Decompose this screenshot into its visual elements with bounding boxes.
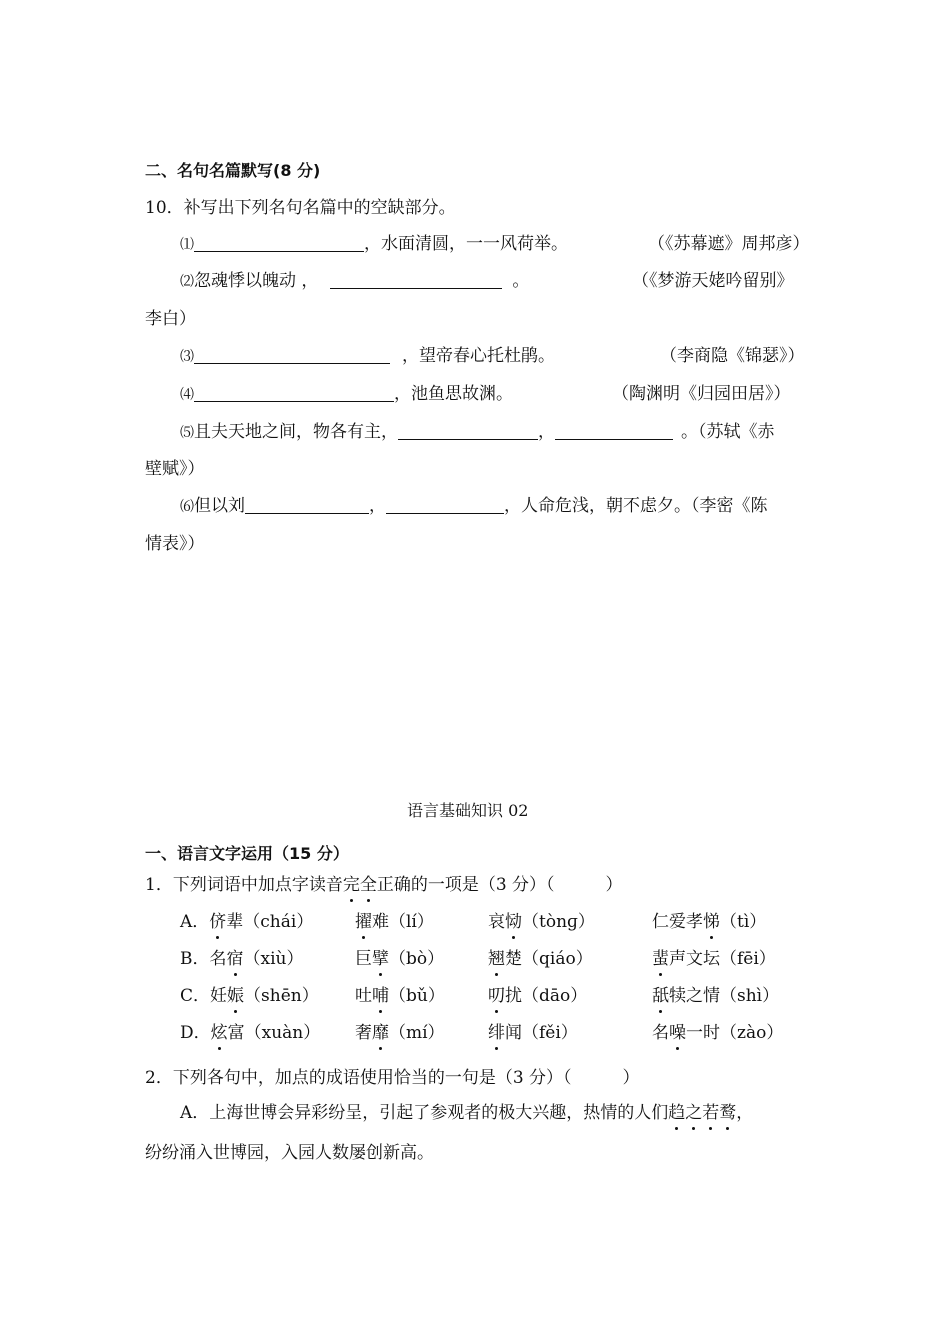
item-4: ⑷ ，池鱼思故渊。	[180, 384, 513, 404]
option-c-word2: 吐哺（bǔ）	[355, 986, 445, 1006]
answer-blank[interactable]	[386, 495, 504, 514]
item-6-source-cont: 情表》）	[145, 534, 205, 554]
question-1: 1．下列词语中加点字读音完全正确的一项是（3 分）（ ）	[145, 875, 623, 895]
option-d-word3: 绯闻（fěi）	[488, 1023, 578, 1043]
dotted-text: 完全	[342, 875, 377, 895]
item-2: ⑵忽魂悸以魄动 ， 。	[180, 271, 530, 291]
option-a: A．侪辈（chái）	[180, 912, 314, 932]
item-5-source-cont: 壁赋》）	[145, 459, 205, 479]
question-10: 10．补写出下列名句名篇中的空缺部分。	[145, 198, 456, 218]
item-3: ⑶ ，望帝春心托杜鹃。	[180, 346, 555, 366]
option-a-word2: 擢难（lí）	[355, 912, 434, 932]
section-heading: 二、名句名篇默写(8 分)	[145, 161, 321, 180]
dotted-text: 趋之若鹜	[668, 1103, 737, 1123]
option-a-word4: 仁爱孝悌（tì）	[652, 912, 767, 932]
question-2-option-a-cont: 纷纷涌入世博园，入园人数屡创新高。	[145, 1143, 434, 1163]
item-5: ⑸且夫天地之间，物各有主， ， 。（苏轼《赤	[180, 422, 775, 442]
answer-blank[interactable]	[555, 421, 673, 440]
answer-blank[interactable]	[330, 270, 502, 289]
item-1-source: （《苏幕遮》周邦彦）	[648, 234, 810, 254]
option-d: D．炫富（xuàn）	[180, 1023, 321, 1043]
item-2-source: （《梦游天姥吟留别》	[632, 271, 794, 291]
answer-blank[interactable]	[194, 345, 390, 364]
item-4-source: （陶渊明《归园田居》）	[612, 384, 791, 404]
section-heading: 一、语言文字运用（15 分）	[145, 844, 349, 863]
option-c-word3: 叨扰（dāo）	[488, 986, 588, 1006]
item-6: ⑹但以刘 ， ，人命危浅，朝不虑夕。（李密《陈	[180, 496, 768, 516]
option-d-word4: 名噪一时（zào）	[652, 1023, 784, 1043]
option-d-word2: 奢靡（mí）	[355, 1023, 445, 1043]
option-a-word3: 哀恸（tònɡ）	[488, 912, 595, 932]
option-c-word4: 舐犊之情（shì）	[652, 986, 780, 1006]
page-title: 语言基础知识 02	[407, 801, 529, 820]
option-c: C．妊娠（shēn）	[180, 986, 319, 1006]
item-1: ⑴ ，水面清圆，一一风荷举。	[180, 234, 568, 254]
question-2-option-a: A．上海世博会异彩纷呈，引起了参观者的极大兴趣，热情的人们趋之若鹜，	[180, 1103, 754, 1123]
answer-blank[interactable]	[398, 421, 538, 440]
answer-blank[interactable]	[194, 383, 394, 402]
item-3-source: （李商隐《锦瑟》）	[660, 346, 805, 366]
item-2-source-cont: 李白）	[145, 309, 196, 329]
answer-blank[interactable]	[245, 495, 369, 514]
question-2: 2．下列各句中，加点的成语使用恰当的一句是（3 分）（ ）	[145, 1068, 640, 1088]
option-b-word3: 翘楚（qiáo）	[488, 949, 593, 969]
option-b: B．名宿（xiù）	[180, 949, 304, 969]
answer-blank[interactable]	[194, 233, 364, 252]
option-b-word2: 巨擘（bò）	[355, 949, 445, 969]
option-b-word4: 蜚声文坛（fēi）	[652, 949, 776, 969]
